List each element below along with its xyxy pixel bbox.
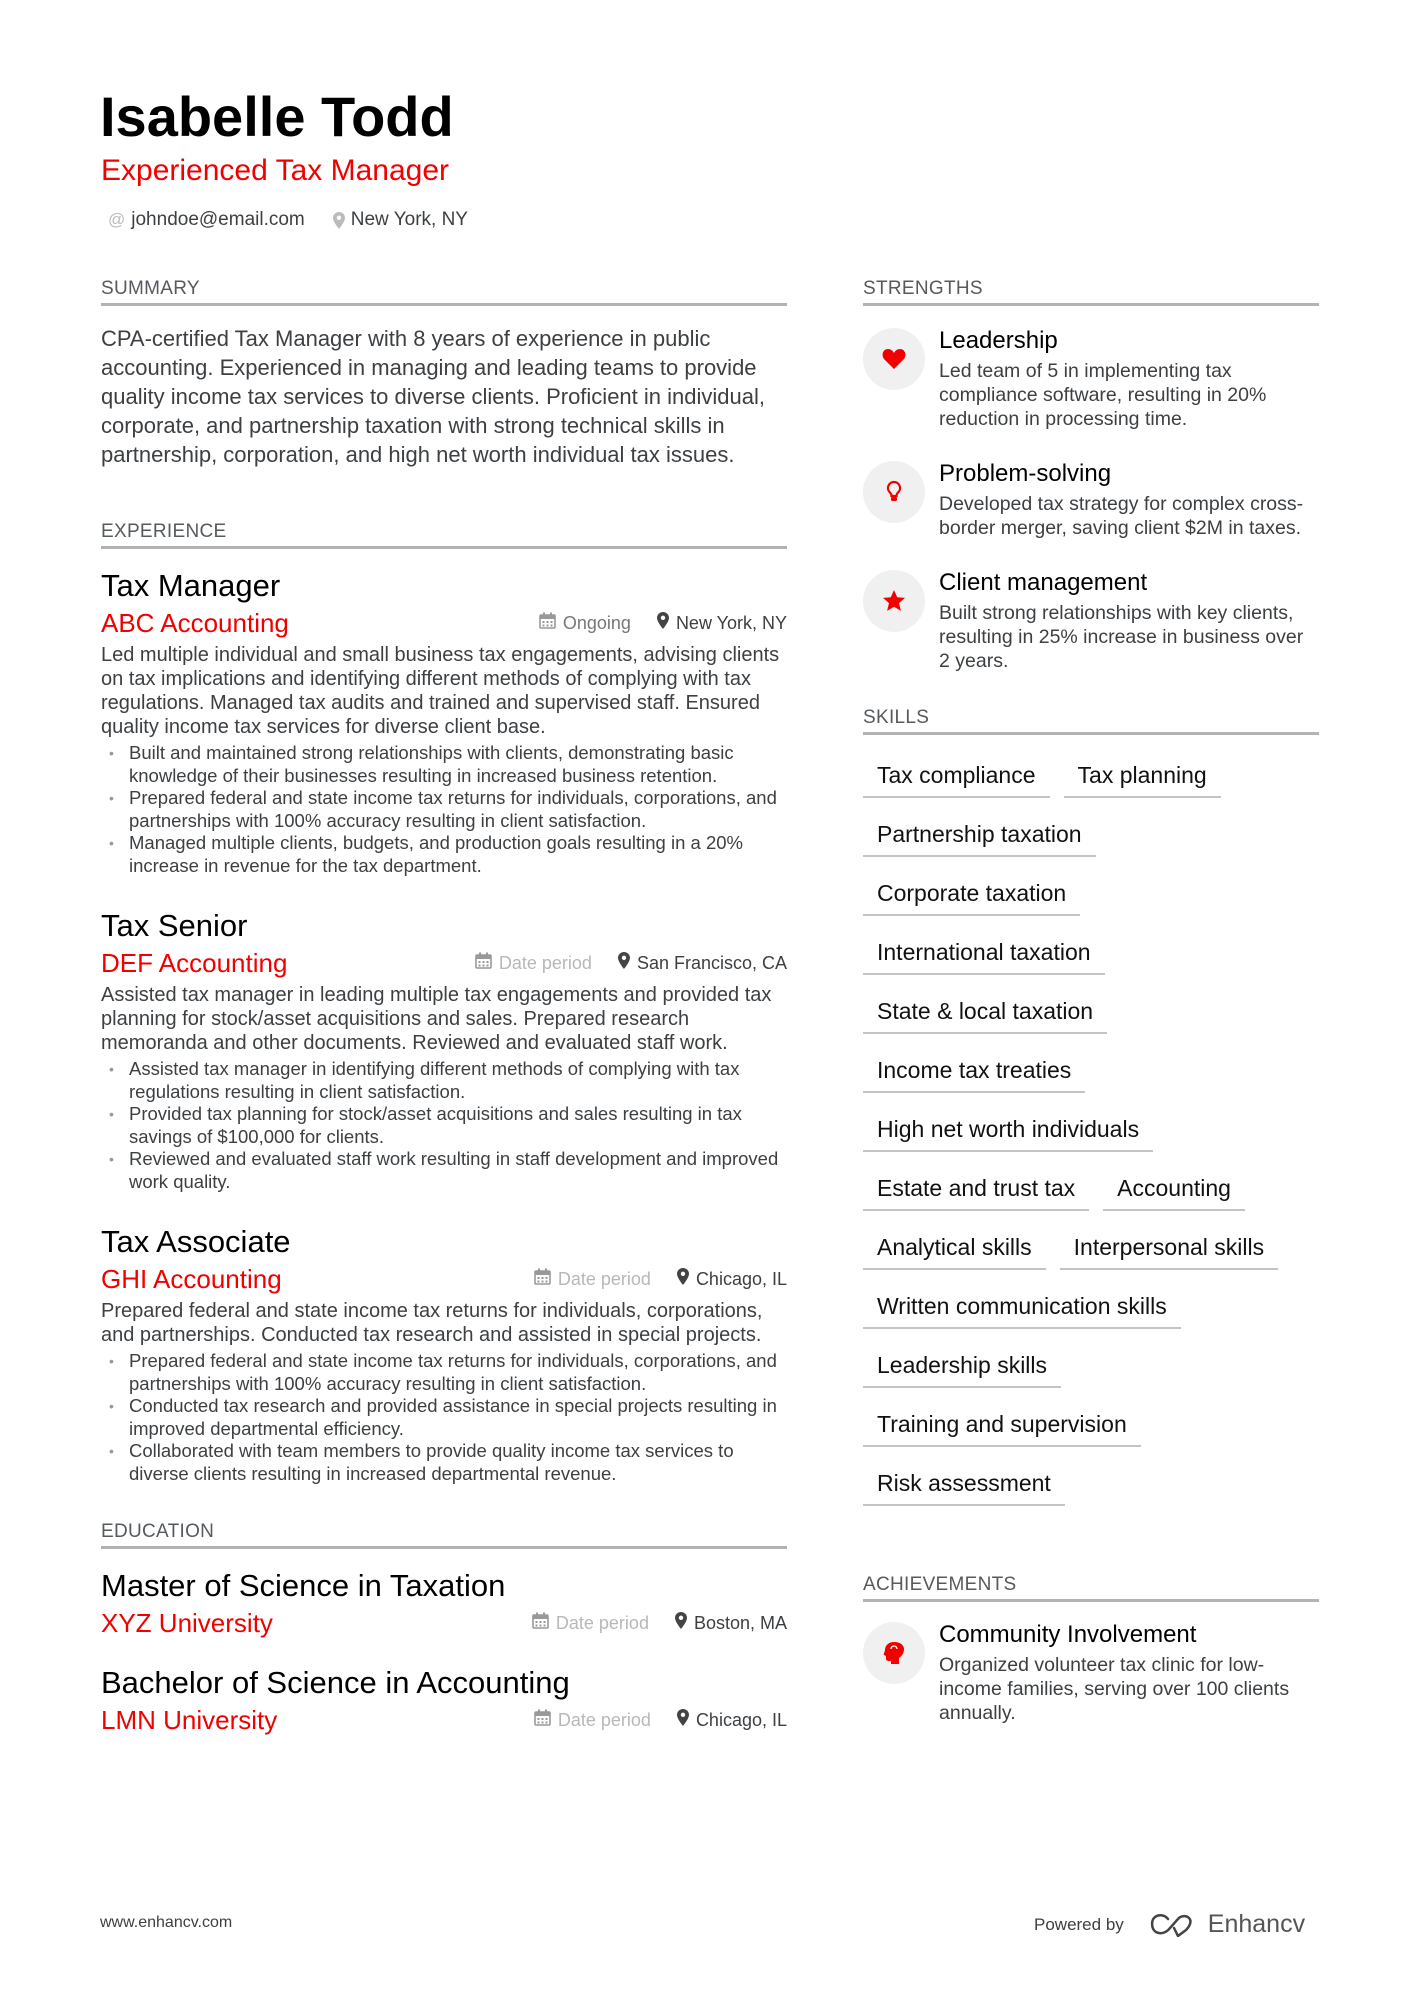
email-text: johndoe@email.com: [131, 209, 305, 230]
achievement-bullets: [101, 742, 787, 877]
location-pin-icon: [618, 952, 630, 974]
education-list: [101, 1567, 787, 1737]
bullet-item: • Managed multiple clients, budgets, and production goals resulting in a 20% increase in revenue for the tax department.: [101, 832, 787, 877]
skills-row: [863, 1410, 1319, 1447]
experience-item: [101, 907, 787, 1193]
calendar-icon: [534, 1709, 551, 1731]
item-title: Community Involvement: [939, 1621, 1197, 1648]
date-text: Ongoing: [562, 612, 631, 633]
candidate-name: Isabelle Todd: [100, 85, 454, 148]
job-title: Tax Associate: [101, 1224, 291, 1259]
enhancv-logo[interactable]: [1150, 1910, 1305, 1939]
item-text: [939, 568, 1319, 673]
skill-tag: State & local taxation: [863, 997, 1107, 1034]
skill-tag: International taxation: [863, 938, 1105, 975]
right-column: [863, 278, 1319, 1753]
skills-row: [863, 938, 1319, 975]
calendar-icon: [475, 952, 492, 974]
skill-tag: Tax compliance: [863, 761, 1050, 798]
location-pin-icon: [677, 1709, 689, 1731]
skill-tag: Corporate taxation: [863, 879, 1080, 916]
item-description: Built strong relationships with key clients, resulting in 25% increase in business over 2 years.: [939, 602, 1304, 672]
skills-row: [863, 1233, 1319, 1270]
item-title: Problem-solving: [939, 460, 1112, 487]
location-text: Boston, MA: [693, 1612, 787, 1633]
head-icon: [863, 1622, 925, 1684]
bullet-item: • Assisted tax manager in identifying different methods of complying with tax regulations resulting in client satisfaction.: [101, 1058, 787, 1103]
job-company-row: [101, 606, 787, 640]
powered-by-label: Powered by: [1034, 1914, 1124, 1934]
company-name: DEF Accounting: [101, 948, 288, 978]
item-text: [939, 459, 1319, 540]
skill-tag: Accounting: [1103, 1174, 1245, 1211]
summary-heading: SUMMARY: [101, 278, 787, 306]
skill-tag: Tax planning: [1064, 761, 1221, 798]
skills-row: [863, 1056, 1319, 1093]
bullet-item: • Provided tax planning for stock/asset acquisitions and sales resulting in tax savings of $100,000 for clients.: [101, 1103, 787, 1148]
skill-tag: High net worth individuals: [863, 1115, 1153, 1152]
skills-row: [863, 1292, 1319, 1329]
company-name: ABC Accounting: [101, 608, 289, 638]
location-pin-icon: [675, 1612, 687, 1634]
skills-row: [863, 1115, 1319, 1152]
date-text: Date period: [555, 1612, 649, 1633]
date-range: [475, 952, 592, 974]
job-company-row: [101, 1262, 787, 1296]
location: [677, 1268, 787, 1290]
skills-row: [863, 1351, 1319, 1388]
item-description: Led team of 5 in implementing tax compliance software, resulting in 20% reduction in processing time.: [939, 360, 1267, 430]
date-range: [534, 1709, 651, 1731]
date-range: [534, 1268, 651, 1290]
location-pin-icon: [677, 1268, 689, 1290]
bullet-item: • Prepared federal and state income tax returns for individuals, corporations, and partnerships with 100% accuracy resulting in client satisfaction.: [101, 787, 787, 832]
experience-heading: EXPERIENCE: [101, 521, 787, 549]
skills-row: [863, 761, 1319, 798]
enhancv-brand-text: Enhancv: [1207, 1910, 1306, 1938]
calendar-icon: [534, 1268, 551, 1290]
enhancv-logo-icon: [1150, 1913, 1196, 1937]
location: [677, 1709, 787, 1731]
skills-row: [863, 1469, 1319, 1506]
heart-icon: [863, 328, 925, 390]
job-description: Prepared federal and state income tax returns for individuals, corporations, and partnerships. Conducted tax research and assisted in special projects.: [101, 1300, 763, 1346]
skills-row: [863, 1174, 1319, 1211]
email-contact[interactable]: [108, 209, 305, 231]
achievement-bullets: [101, 1350, 787, 1485]
skill-tag: Written communication skills: [863, 1292, 1181, 1329]
strength-item: [863, 326, 1319, 431]
item-text: [939, 326, 1319, 431]
degree: Master of Science in Taxation: [101, 1568, 506, 1603]
calendar-icon: [539, 612, 556, 634]
skills-row: [863, 820, 1319, 857]
star-icon: [863, 570, 925, 632]
company-name: GHI Accounting: [101, 1264, 282, 1294]
bullet-item: • Built and maintained strong relationships with clients, demonstrating basic knowledge of their businesses resulting in increased business retention.: [101, 742, 787, 787]
school-row: [101, 1606, 787, 1640]
skills-heading: SKILLS: [863, 707, 1319, 735]
skills-list: [863, 753, 1319, 1506]
date-text: Date period: [557, 1709, 651, 1730]
skill-tag: Analytical skills: [863, 1233, 1046, 1270]
item-text: [939, 1620, 1319, 1725]
location-text: Chicago, IL: [695, 1268, 787, 1289]
skill-tag: Training and supervision: [863, 1410, 1141, 1447]
education-item: [101, 1567, 787, 1640]
location-text: San Francisco, CA: [636, 952, 787, 973]
powered-by: [1034, 1910, 1305, 1939]
footer-url[interactable]: www.enhancv.com: [100, 1914, 233, 1931]
skill-tag: Estate and trust tax: [863, 1174, 1089, 1211]
strength-item: [863, 459, 1319, 540]
school-name: XYZ University: [101, 1608, 273, 1638]
item-description: Organized volunteer tax clinic for low-income families, serving over 100 clients annually.: [939, 1654, 1290, 1724]
skill-tag: Income tax treaties: [863, 1056, 1085, 1093]
education-item: [101, 1664, 787, 1737]
bullet-item: • Reviewed and evaluated staff work resulting in staff development and improved work quality.: [101, 1148, 787, 1193]
location-text: Chicago, IL: [695, 1709, 787, 1730]
skill-tag: Risk assessment: [863, 1469, 1065, 1506]
meta-info: [475, 952, 787, 974]
contact-info: [108, 209, 468, 231]
job-company-row: [101, 946, 787, 980]
skills-row: [863, 997, 1319, 1034]
date-range: [532, 1612, 649, 1634]
location: [618, 952, 787, 974]
bullet-item: • Collaborated with team members to provide quality income tax services to diverse clients resulting in increased departmental revenue.: [101, 1440, 787, 1485]
school-row: [101, 1703, 787, 1737]
meta-info: [534, 1709, 787, 1731]
experience-item: [101, 567, 787, 877]
job-title: Tax Manager: [101, 568, 281, 603]
location-contact: [333, 209, 468, 231]
lightbulb-icon: [863, 461, 925, 523]
achievements-heading: ACHIEVEMENTS: [863, 1574, 1319, 1602]
item-title: Leadership: [939, 327, 1058, 354]
candidate-title: Experienced Tax Manager: [101, 154, 449, 187]
item-title: Client management: [939, 569, 1148, 596]
degree: Bachelor of Science in Accounting: [101, 1665, 570, 1700]
meta-info: [539, 612, 787, 634]
school-name: LMN University: [101, 1705, 278, 1735]
date-range: [539, 612, 631, 634]
meta-info: [532, 1612, 787, 1634]
location: [657, 612, 787, 634]
location-text: New York, NY: [675, 612, 787, 633]
experience-item: [101, 1223, 787, 1485]
summary-text: CPA-certified Tax Manager with 8 years of experience in public accounting. Experienced in managing and leading teams to provide quality income tax services to diverse clients. Proficient in individual, corporate, and partnership taxation with strong technical skills in partnership, corporation, and high net worth individual tax issues.: [101, 326, 765, 467]
meta-info: [534, 1268, 787, 1290]
skill-tag: Leadership skills: [863, 1351, 1061, 1388]
left-column: [101, 278, 787, 1761]
achievements-list: [863, 1620, 1319, 1725]
job-description: Assisted tax manager in leading multiple tax engagements and provided tax planning for stock/asset acquisitions and sales. Prepared research memoranda and other documents. Reviewed and evaluated staff work.: [101, 984, 772, 1054]
location-pin-icon: [657, 612, 669, 634]
skill-tag: Partnership taxation: [863, 820, 1096, 857]
job-description: Led multiple individual and small business tax engagements, advising clients on tax implications and identifying different methods of complying with tax regulations. Managed tax audits and trained and supervised staff. Ensured quality income tax services for diverse client base.: [101, 644, 780, 738]
at-icon: @: [108, 210, 126, 229]
bullet-item: • Prepared federal and state income tax returns for individuals, corporations, and partnerships with 100% accuracy resulting in client satisfaction.: [101, 1350, 787, 1395]
strengths-list: [863, 324, 1319, 673]
date-text: Date period: [557, 1268, 651, 1289]
item-description: Developed tax strategy for complex cross-border merger, saving client $2M in taxes.: [939, 493, 1304, 539]
location-pin-icon: [333, 212, 345, 229]
job-title: Tax Senior: [101, 908, 248, 943]
location: [675, 1612, 787, 1634]
achievement-item: [863, 1620, 1319, 1725]
skills-row: [863, 879, 1319, 916]
strengths-heading: STRENGTHS: [863, 278, 1319, 306]
calendar-icon: [532, 1612, 549, 1634]
skill-tag: Interpersonal skills: [1060, 1233, 1278, 1270]
strength-item: [863, 568, 1319, 673]
education-heading: EDUCATION: [101, 1521, 787, 1549]
bullet-item: • Conducted tax research and provided assistance in special projects resulting in improved departmental efficiency.: [101, 1395, 787, 1440]
date-text: Date period: [498, 952, 592, 973]
experience-list: [101, 567, 787, 1485]
location-text: New York, NY: [350, 209, 468, 230]
achievement-bullets: [101, 1058, 787, 1193]
